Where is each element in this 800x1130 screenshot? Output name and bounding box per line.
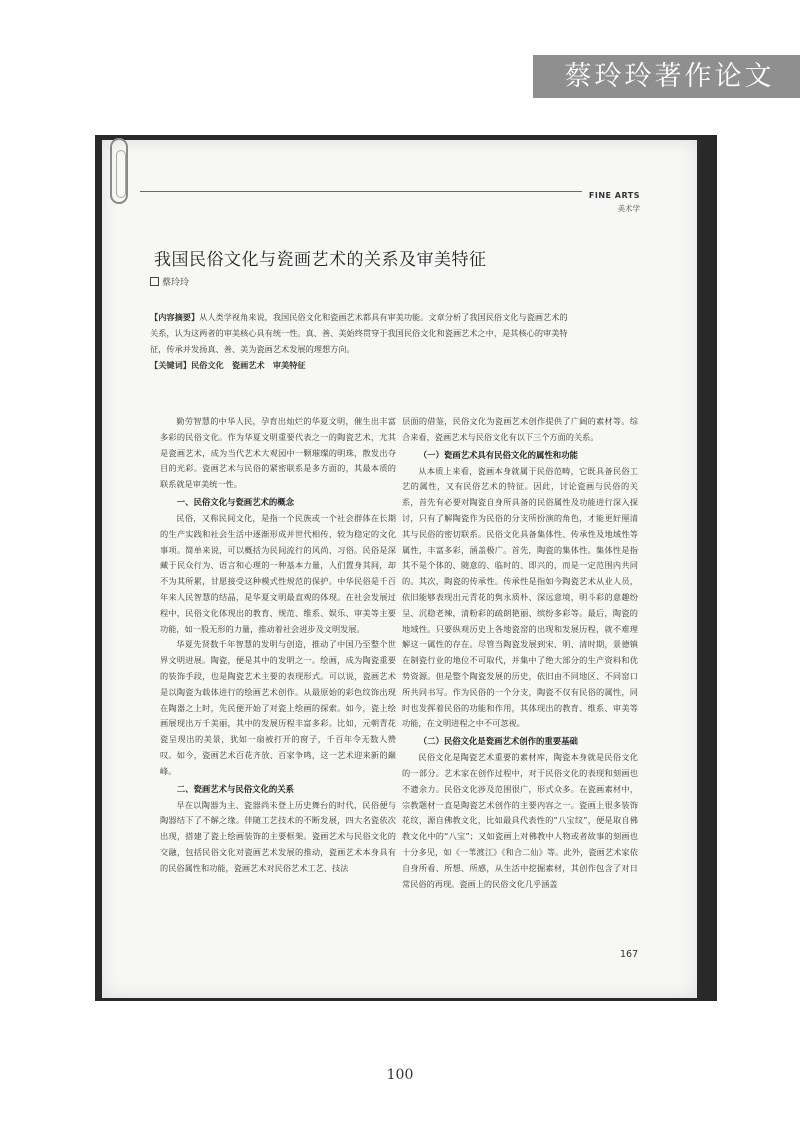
section-label-cn: 美术学 <box>617 204 640 213</box>
banner-title: 蔡玲玲著作论文 <box>564 61 775 92</box>
section-heading: （二）民俗文化是瓷画艺术创作的重要基础 <box>418 736 578 747</box>
section-heading: （一）瓷画艺术具有民俗文化的属性和功能 <box>418 449 578 460</box>
page-number: 100 <box>386 1067 414 1083</box>
body-paragraph: 从本质上来看，瓷画本身就属于民俗范畴，它既具备民俗工艺的属性，又有民俗艺术的特征。因此，讨论瓷画与民俗的关系，首先有必要对陶瓷自身所具备的民俗属性及功能进行深入探讨，只有了解陶瓷作为民俗的分支所扮演的角色，才能更好厘清其与民俗的密切联系。民俗文化具备集体性、传承性及地域性等属性，丰富多彩，涵盖极广。首先，陶瓷的集体性。集体性是指其不是个体的、随意的、临时的、即兴的，而是一定范围内共同的。其次，陶瓷的传承性。传承性是指如今陶瓷艺术从业人员，依旧能够表现出元青花的隽永质朴、深远意境，明斗彩的意趣纷呈、沉稳老辣，清粉彩的疏朗艳丽、缤纷多彩等。最后，陶瓷的地域性。只要纵观历史上各地瓷窑的出现和发展历程，就不难理解这一属性的存在。尽管当陶瓷发展到宋、明、清时期，景德镇在制瓷行业的地位不可取代，并集中了绝大部分的生产资料和优势资源。但是整个陶瓷发展的历史，依旧由不同地区、不同窑口所共同书写。作为民俗的一个分支，陶瓷不仅有民俗的属性，同时也发挥着民俗的功能和作用，其体现出的教育、维系、审美等功能，在文明进程之中不可忽视。 <box>402 465 638 729</box>
section-heading: 二、瓷画艺术与民俗文化的关系 <box>176 783 295 794</box>
abstract-text: 从人类学视角来说，我国民俗文化和瓷画艺术都具有审美功能。文章分析了我国民俗文化与瓷画艺术的关系，认为这两者的审美核心具有统一性。真、善、美始终贯穿于我国民俗文化和瓷画艺术之中，是其核心的审美特征，传承并发扬真、善、美为瓷画艺术发展的理想方向。 <box>150 312 568 354</box>
body-column-left <box>160 414 396 877</box>
paper-clip-inner-icon <box>116 150 126 198</box>
body-paragraph: 勤劳智慧的中华人民，孕育出灿烂的华夏文明，催生出丰富多彩的民俗文化。作为华夏文明重要代表之一的陶瓷艺术，尤其是瓷画艺术，成为当代艺术大观园中一颗璀璨的明珠，散发出夺目的光彩。瓷画艺术与民俗的紧密联系是多方面的，其最本质的联系就是审美统一性。 <box>160 416 396 490</box>
square-bullet-icon <box>150 277 159 286</box>
keywords-text: 民俗文化 瓷画艺术 审美特征 <box>190 360 306 370</box>
body-paragraph: 华夏先贤数千年智慧的发明与创造，推动了中国乃至整个世界文明进展。陶瓷，便是其中的发明之一。绘画，成为陶瓷重要的装饰手段，也是陶瓷艺术主要的表现形式。可以说，瓷画艺术是以陶瓷为载体进行的绘画艺术创作。从最原始的彩色纹饰出现在陶器之上时，先民便开始了对瓷上绘画的探索。如今，瓷上绘画展现出万千美丽，其中的发展历程丰富多彩。比如，元朝青花瓷呈现出的美景，犹如一扇被打开的窗子，千百年令无数人赞叹。如今，瓷画艺术百花齐放、百家争鸣，这一艺术迎来新的巅峰。 <box>160 639 396 776</box>
journal-folio: 167 <box>620 949 639 960</box>
collection-banner <box>533 55 800 98</box>
body-paragraph: 民俗，又称民间文化，是指一个民族或一个社会群体在长期的生产实践和社会生活中逐渐形成并世代相传、较为稳定的文化事项。简单来说，可以概括为民间流行的风尚、习俗。民俗是深藏于民众行为、语言和心理的一种基本力量，人们置身其间，却不为其所累，甘愿接受这种模式性规范的保护。中华民俗是千百年来人民智慧的结晶，是华夏文明最直观的体现。在社会发展过程中，民俗文化体现出的教育、规范、维系、娱乐、审美等主要功能，如一股无形的力量，推动着社会进步及文明发展。 <box>160 512 396 634</box>
section-label-en: FINE ARTS <box>588 191 640 200</box>
body-column-right <box>402 414 638 892</box>
keywords-label: 【关键词】 <box>150 360 191 370</box>
section-heading: 一、民俗文化与瓷画艺术的概念 <box>176 496 295 507</box>
author-line <box>150 275 189 288</box>
body-paragraph: 民俗文化是陶瓷艺术重要的素材库，陶瓷本身就是民俗文化的一部分。艺术家在创作过程中，对于民俗文化的表现和刻画也不遗余力。民俗文化涉及范围很广，形式众多。在瓷画素材中，宗教题材一直是陶瓷艺术创作的主要内容之一。瓷画上很多装饰花纹，源自佛教文化，比如最具代表性的“八宝纹”，便是取自佛教文化中的“八宝”；又如瓷画上对佛教中人物或者故事的刻画也十分多见，如《一苇渡江》《和合二仙》等。此外，瓷画艺术家依自身所看、所想、所感，从生活中挖掘素材，其创作包含了对日常民俗的再现。瓷画上的民俗文化几乎涵盖 <box>402 752 638 889</box>
abstract-block <box>150 309 570 373</box>
abstract-label: 【内容摘要】 <box>150 312 200 322</box>
keywords-paragraph <box>150 357 570 373</box>
abstract-paragraph <box>150 309 570 357</box>
journal-page <box>140 187 640 977</box>
author-name: 蔡玲玲 <box>162 278 190 288</box>
body-paragraph: 层面的借鉴，民俗文化为瓷画艺术创作提供了广阔的素材等。综合来看，瓷画艺术与民俗文化有以下三个方面的关系。 <box>402 416 638 442</box>
article-title: 我国民俗文化与瓷画艺术的关系及审美特征 <box>154 250 487 270</box>
body-paragraph: 早在以陶器为主、瓷器尚未登上历史舞台的时代，民俗便与陶器结下了不解之缘。伴随工艺技术的不断发展，四大名瓷依次出现，搭建了瓷上绘画装饰的主要框架。瓷画艺术与民俗文化的交融，包括民俗文化对瓷画艺术发展的推动，瓷画艺术本身具有的民俗属性和功能，瓷画艺术对民俗艺术工艺、技法 <box>160 799 396 873</box>
header-rule <box>140 191 582 192</box>
